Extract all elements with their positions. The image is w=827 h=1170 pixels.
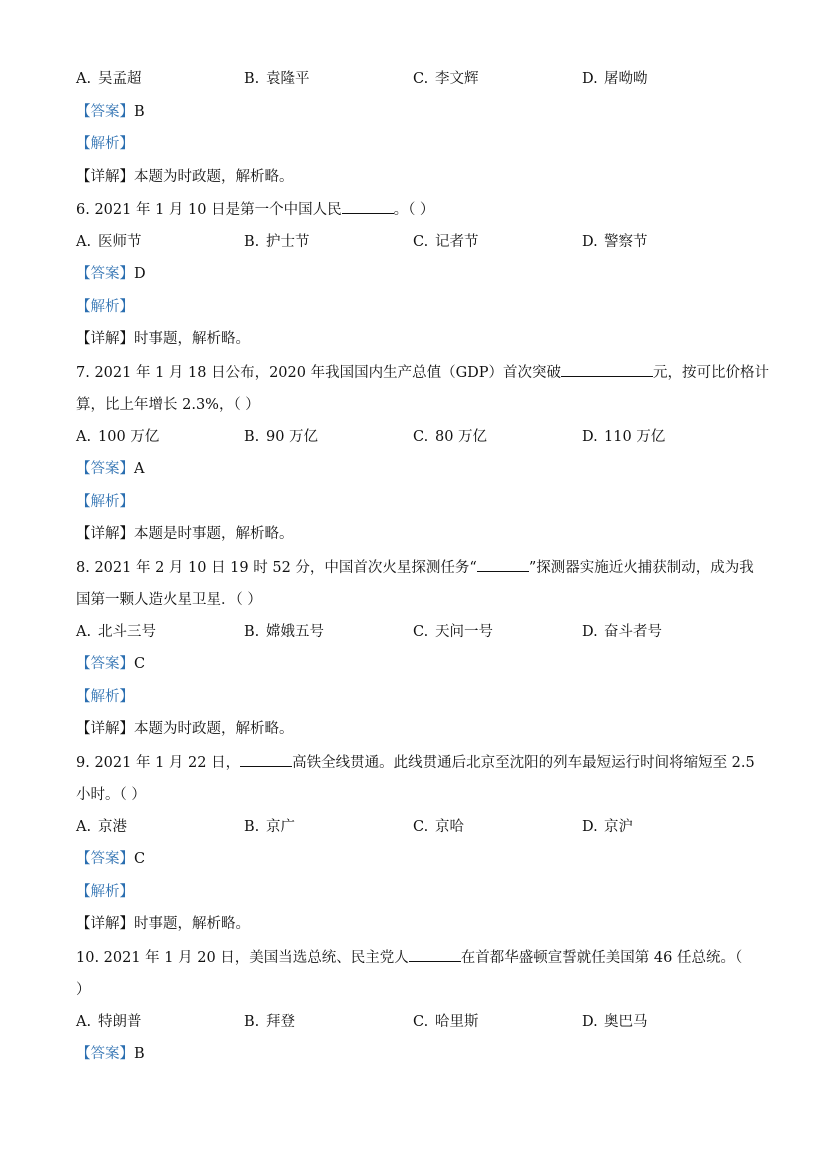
- q10-option-a: A. 特朗普: [76, 1014, 142, 1030]
- q8-option-b: B. 嫦娥五号: [244, 624, 324, 640]
- q6-option-d: D. 警察节: [582, 234, 648, 250]
- q6-analysis-label: 【解析】: [76, 299, 134, 315]
- q5-option-b: B. 袁隆平: [244, 71, 310, 87]
- q10-option-d: D. 奥巴马: [582, 1014, 648, 1030]
- q10-answer: 【答案】B: [76, 1046, 145, 1062]
- q9-answer: 【答案】C: [76, 851, 146, 867]
- q8-answer: 【答案】C: [76, 656, 146, 672]
- q9-option-c: C. 京哈: [413, 819, 464, 835]
- q8-option-d: D. 奋斗者号: [582, 624, 662, 640]
- q7-answer: 【答案】A: [76, 461, 145, 477]
- q9-analysis-label: 【解析】: [76, 884, 134, 900]
- q6-stem: 6. 2021 年 1 月 10 日是第一个中国人民 。（ ）: [76, 199, 767, 220]
- q9-option-a: A. 京港: [76, 819, 127, 835]
- q6-answer: 【答案】D: [76, 266, 146, 282]
- q8-detail: 【详解】本题为时政题，解析略。: [76, 721, 294, 737]
- q9-stem: 9. 2021 年 1 月 22 日， 高铁全线贯通。此线贯通后北京至沈阳的列车最短运行时间将缩短至 2.5: [76, 752, 767, 773]
- q9-option-d: D. 京沪: [582, 819, 633, 835]
- q9-option-b: B. 京广: [244, 819, 295, 835]
- q6-option-b: B. 护士节: [244, 234, 310, 250]
- q5-answer: 【答案】B: [76, 104, 145, 120]
- q6-option-c: C. 记者节: [413, 234, 479, 250]
- q7-option-c: C. 80 万亿: [413, 429, 488, 445]
- q6-detail: 【详解】时事题，解析略。: [76, 331, 250, 347]
- q8-option-a: A. 北斗三号: [76, 624, 156, 640]
- q7-option-a: A. 100 万亿: [76, 429, 160, 445]
- q8-option-c: C. 天问一号: [413, 624, 493, 640]
- q10-stem: 10. 2021 年 1 月 20 日，美国当选总统、民主党人 在首都华盛顿宣誓就任美国第 46 任总统。（: [76, 947, 767, 968]
- q8-stem-line2: 国第一颗人造火星卫星．（ ）: [76, 592, 262, 608]
- q10-option-c: C. 哈里斯: [413, 1014, 479, 1030]
- q10-stem-line2: ）: [76, 982, 91, 998]
- q5-option-d: D. 屠呦呦: [582, 71, 648, 87]
- q8-analysis-label: 【解析】: [76, 689, 134, 705]
- q9-detail: 【详解】时事题，解析略。: [76, 916, 250, 932]
- q5-analysis-label: 【解析】: [76, 136, 134, 152]
- q7-stem: 7. 2021 年 1 月 18 日公布，2020 年我国国内生产总值（GDP）首次突破 元，按可比价格计: [76, 362, 767, 383]
- q10-option-b: B. 拜登: [244, 1014, 295, 1030]
- q5-option-c: C. 李文辉: [413, 71, 479, 87]
- q6-option-a: A. 医师节: [76, 234, 142, 250]
- q7-stem-line2: 算，比上年增长 2.3%，（ ）: [76, 397, 260, 413]
- q7-detail: 【详解】本题是时事题，解析略。: [76, 526, 294, 542]
- q7-analysis-label: 【解析】: [76, 494, 134, 510]
- q9-stem-line2: 小时。（ ）: [76, 787, 146, 803]
- q8-stem: 8. 2021 年 2 月 10 日 19 时 52 分，中国首次火星探测任务“ ”探测器实施近火捕获制动，成为我: [76, 557, 767, 578]
- q5-option-a: A. 吴孟超: [76, 71, 142, 87]
- q7-option-b: B. 90 万亿: [244, 429, 319, 445]
- q7-option-d: D. 110 万亿: [582, 429, 666, 445]
- q5-detail: 【详解】本题为时政题，解析略。: [76, 169, 294, 185]
